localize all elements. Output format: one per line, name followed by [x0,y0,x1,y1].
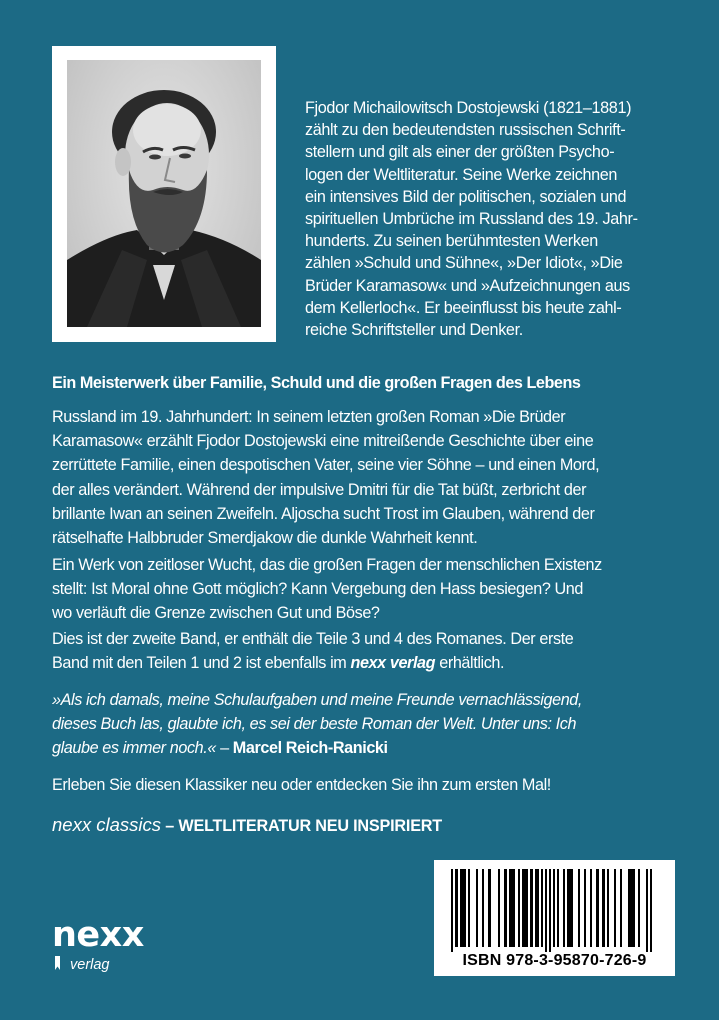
quote-line: dieses Buch las, glaubte ich, es sei der beste Roman der Welt. Unter uns: Ich [52,715,577,734]
paragraph-line: stellt: Ist Moral ohne Gott möglich? Kann Vergebung den Hass besiegen? Und [52,580,584,599]
paragraph-line: Dies ist der zweite Band, er enthält die Teile 3 und 4 des Romanes. Der erste [52,630,574,648]
paragraph-line: Russland im 19. Jahrhundert: In seinem letzten großen Roman »Die Brüder [52,408,566,426]
series-claim: WELTLITERATUR NEU INSPIRIERT [178,817,442,835]
portrait-frame [52,46,276,342]
blurb-heading: Ein Meisterwerk über Familie, Schuld und die großen Fragen des Lebens [52,374,581,392]
series-name: nexx classics [52,814,161,835]
paragraph-line: wo verläuft die Grenze zwischen Gut und Böse? [52,604,380,623]
paragraph-line: brillante Iwan an seinen Zweifeln. Aljoscha sucht Trost im Glauben, während der [52,504,595,523]
publisher-logo [52,915,152,985]
bio-line: zählt zu den bedeutendsten russischen Schrift- [305,121,626,140]
paragraph-line: rätselhafte Halbbruder Smerdjakow die dunkle Wahrheit kennt. [52,529,478,548]
logo-subline: verlag [70,957,110,973]
bio-line: reiche Schriftsteller und Denker. [305,321,523,340]
text-segment: erhältlich. [435,654,505,673]
barcode-bars-icon [434,860,675,952]
bio-line: stellern und gilt als einer der größten Psycho- [305,143,615,162]
quote-text: glaube es immer noch.« [52,739,216,758]
bio-line: ein intensives Bild der politischen, sozialen und [305,187,627,206]
bio-line: zählen »Schuld und Sühne«, »Der Idiot«, »Die [305,254,623,273]
tagline-dash: – [160,817,179,835]
author-bio [305,97,685,341]
bio-line: logen der Weltliteratur. Seine Werke zeichnen [305,165,618,184]
text-segment: Band mit den Teilen 1 und 2 ist ebenfalls im [52,654,351,673]
logo-wordmark: nexx [52,915,144,955]
quote-line: »Als ich damals, meine Schulaufgaben und meine Freunde vernachlässigend, [52,691,583,709]
closing-text: Erleben Sie diesen Klassiker neu oder entdecken Sie ihn zum ersten Mal! [52,776,551,794]
paragraph-line: der alles verändert. Während der impulsive Dmitri für die Tat büßt, zerbricht der [52,480,587,499]
paragraph-line: Karamasow« erzählt Fjodor Dostojewski eine mitreißende Geschichte über eine [52,432,594,451]
paragraph-line [52,651,573,675]
portrait-illustration [67,60,261,327]
bio-line: Fjodor Michailowitsch Dostojewski (1821–1881) [305,99,632,117]
blurb-paragraph-plot [52,405,599,550]
quote-author: Marcel Reich-Ranicki [232,739,388,758]
bio-line: spirituellen Umbrüche im Russland des 19. Jahr- [305,210,638,229]
bio-line: hunderts. Zu seinen berühmtesten Werken [305,232,598,251]
bookmark-icon [55,956,60,970]
bio-line: Brüder Karamasow« und »Aufzeichnungen aus [305,276,630,295]
isbn-label: ISBN 978-3-95870-726-9 [462,952,647,969]
blurb-paragraph-themes [52,553,602,626]
review-quote [52,688,582,761]
paragraph-line: Ein Werk von zeitloser Wucht, das die großen Fragen der menschlichen Existenz [52,556,602,574]
blurb-paragraph-volume-info [52,627,573,675]
closing-line [52,773,551,797]
author-portrait-photo [67,60,261,327]
quote-line [52,736,582,760]
quote-dash: – [215,739,233,758]
paragraph-line: zerrüttete Familie, einen despotischen Vater, seine vier Söhne – und einen Mord, [52,456,600,475]
isbn-barcode [434,860,675,976]
publisher-name-emphasis: nexx verlag [350,654,436,673]
series-tagline [52,814,442,836]
bio-line: dem Kellerloch«. Er beeinflusst bis heute zahl- [305,298,622,317]
